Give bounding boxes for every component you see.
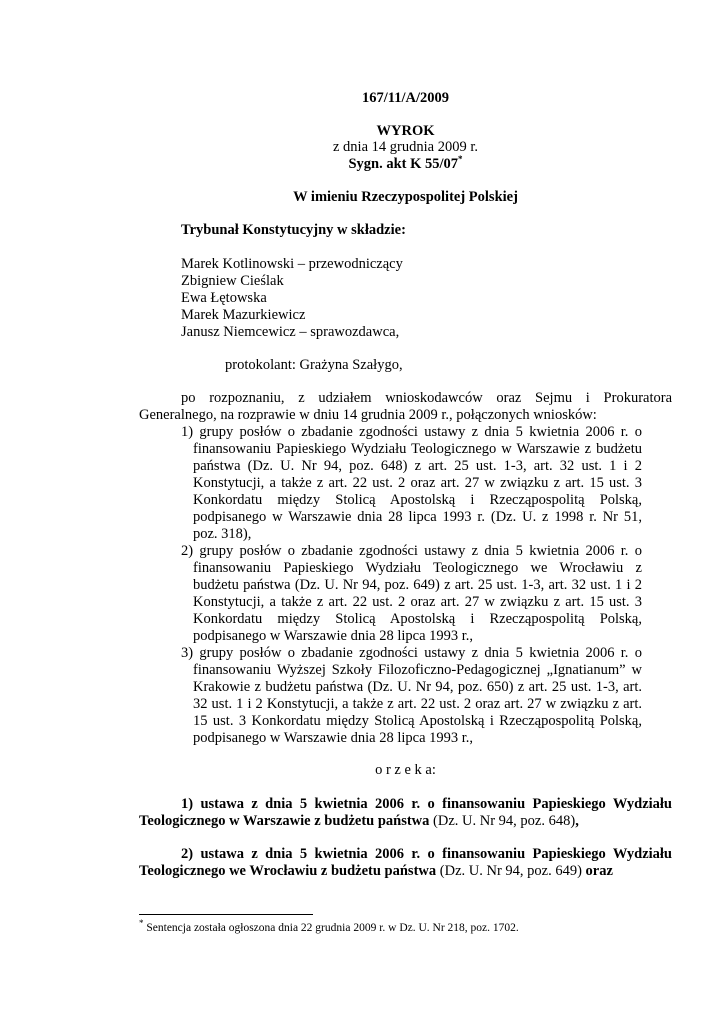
member-line: Marek Kotlinowski – przewodniczący bbox=[181, 256, 403, 272]
motion-line: finansowaniu Papieskiego Wydziału Teologicznego we Wrocławiu z bbox=[193, 560, 642, 576]
motion-line: podpisanego w Warszawie dnia 28 lipca 1993 r., bbox=[193, 730, 474, 746]
member-line: Ewa Łętowska bbox=[181, 290, 267, 306]
motion-line: Konstytucji, a także z art. 22 ust. 2 oraz art. 27 w związku z art. 15 ust. 3 bbox=[193, 594, 642, 610]
motion-line: podpisanego w Warszawie dnia 28 lipca 1993 r. (Dz. U. z 1998 r. Nr 51, bbox=[193, 509, 642, 525]
motion-line: Krakowie z budżetu państwa (Dz. U. Nr 94, poz. 650) z art. 25 ust. 1-3, art. bbox=[193, 679, 642, 695]
motion-line: 1) grupy posłów o zbadanie zgodności ustawy z dnia 5 kwietnia 2006 r. o bbox=[181, 424, 642, 440]
ruling-line bbox=[139, 813, 579, 830]
ruling-tail: oraz bbox=[585, 863, 613, 879]
verdict-date: z dnia 14 grudnia 2009 r. bbox=[333, 139, 478, 155]
case-signature bbox=[139, 156, 672, 173]
motion-line: Konkordatu między Stolicą Apostolską i Rzecząpospolitą Polską, bbox=[193, 492, 642, 508]
intro-line: Generalnego, na rozprawie w dniu 14 grudnia 2009 r., połączonych wniosków: bbox=[139, 407, 597, 423]
motion-line: finansowaniu Wyższej Szkoły Filozoficzno-Pedagogicznej „Ignatianum” w bbox=[193, 662, 642, 678]
case-number: 167/11/A/2009 bbox=[361, 90, 449, 106]
composition-heading: Trybunał Konstytucyjny w składzie: bbox=[181, 222, 406, 238]
intro-line: po rozpoznaniu, z udziałem wnioskodawców oraz Sejmu i Prokuratora bbox=[181, 390, 672, 406]
ruling-bold-text: Teologicznego w Warszawie z budżetu państwa bbox=[139, 813, 430, 829]
ruling-citation: (Dz. U. Nr 94, poz. 649) bbox=[436, 863, 586, 879]
footnote-marker: * bbox=[139, 918, 144, 929]
motion-line: 3) grupy posłów o zbadanie zgodności ustawy z dnia 5 kwietnia 2006 r. o bbox=[181, 645, 642, 661]
footnote-text: Sentencja została ogłoszona dnia 22 grudnia 2009 r. w Dz. U. Nr 218, poz. 1702. bbox=[143, 922, 519, 934]
verdict-title: WYROK bbox=[376, 123, 435, 139]
motion-line: Konkordatu między Stolicą Apostolską i Rzecząpospolitą Polską, bbox=[193, 611, 642, 627]
member-line: Marek Mazurkiewicz bbox=[181, 307, 306, 323]
motion-line: budżetu państwa (Dz. U. Nr 94, poz. 649) z art. 25 ust. 1-3, art. 32 ust. 1 i 2 bbox=[193, 577, 642, 593]
motion-line: finansowaniu Papieskiego Wydziału Teologicznego w Warszawie z budżetu bbox=[193, 441, 642, 457]
motion-line: podpisanego w Warszawie dnia 28 lipca 1993 r., bbox=[193, 628, 474, 644]
motion-line: Konstytucji, a także z art. 22 ust. 2 oraz art. 27 w związku z art. 15 ust. 3 bbox=[193, 475, 642, 491]
motion-line: państwa (Dz. U. Nr 94, poz. 648) z art. 25 ust. 1-3, art. 32 ust. 1 i 2 bbox=[193, 458, 642, 474]
ruling-bold-text: Teologicznego we Wrocławiu z budżetu państwa bbox=[139, 863, 437, 879]
motion-line: 15 ust. 3 Konkordatu między Stolicą Apostolską i Rzecząpospolitą Polską, bbox=[193, 713, 642, 729]
ruling-citation: (Dz. U. Nr 94, poz. 648) bbox=[429, 813, 576, 829]
ruling-tail: , bbox=[575, 813, 579, 829]
ruling-line: 1) ustawa z dnia 5 kwietnia 2006 r. o finansowaniu Papieskiego Wydziału bbox=[181, 796, 672, 812]
motion-line: poz. 318), bbox=[193, 526, 252, 542]
member-line: Janusz Niemcewicz – sprawozdawca, bbox=[181, 324, 400, 340]
ruling-heading: o r z e k a: bbox=[375, 762, 436, 778]
footnote-marker: * bbox=[458, 154, 463, 165]
ruling-line bbox=[139, 863, 613, 880]
footnote-separator bbox=[139, 914, 313, 915]
motion-line: 2) grupy posłów o zbadanie zgodności ustawy z dnia 5 kwietnia 2006 r. o bbox=[181, 543, 642, 559]
in-the-name-heading: W imieniu Rzeczypospolitej Polskiej bbox=[293, 189, 518, 205]
footnote bbox=[139, 918, 519, 935]
ruling-line: 2) ustawa z dnia 5 kwietnia 2006 r. o finansowaniu Papieskiego Wydziału bbox=[181, 846, 672, 862]
motion-line: 32 ust. 1 i 2 Konstytucji, a także z art. 22 ust. 2 oraz art. 27 w związku z art. bbox=[193, 696, 642, 712]
member-line: Zbigniew Cieślak bbox=[181, 273, 284, 289]
signature-text: Sygn. akt K 55/07 bbox=[348, 156, 459, 172]
protocol-line: protokolant: Grażyna Szałygo, bbox=[225, 357, 403, 373]
